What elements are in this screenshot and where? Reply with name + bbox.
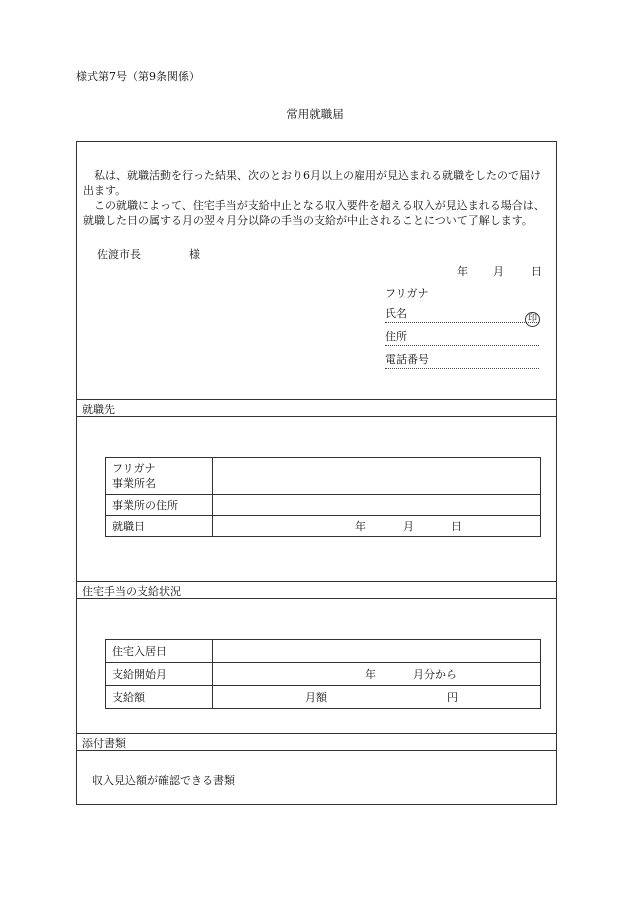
applicant-phone-field[interactable]	[385, 352, 539, 369]
declaration-month: 月	[493, 265, 504, 278]
start-date-day: 日	[451, 520, 462, 533]
housing-table	[105, 639, 541, 709]
start-date-month: 月	[403, 520, 414, 533]
move-in-date-label: 住宅入居日	[106, 640, 213, 663]
start-month-from: 月分から	[413, 668, 457, 681]
divider	[77, 598, 556, 599]
seal-mark: 印	[525, 312, 540, 327]
declaration-paragraph-2: この就職によって、住宅手当が支給中止となる収入要件を超える収入が見込まれる場合は、就職した日の属する月の翌々月分以降の手当の支給が中止されることについて了解します。	[83, 199, 545, 227]
attachment-item: 収入見込額が確認できる書類	[92, 774, 235, 787]
start-date-label: 就職日	[106, 516, 213, 537]
office-address-input[interactable]	[213, 495, 541, 516]
attachments-section-label: 添付書類	[82, 737, 126, 750]
applicant-furigana-label: フリガナ	[385, 287, 429, 300]
divider	[77, 399, 556, 400]
office-name-input[interactable]	[213, 458, 541, 495]
start-month-year: 年	[365, 668, 376, 681]
divider	[77, 750, 556, 751]
move-in-date-input[interactable]	[213, 640, 541, 663]
start-month-label: 支給開始月	[106, 663, 213, 686]
declaration-day: 日	[531, 265, 542, 278]
start-date-year: 年	[355, 520, 366, 533]
addressee: 佐渡市長	[97, 248, 141, 261]
office-name-label: 事業所名	[112, 477, 156, 490]
start-date-input[interactable]	[213, 516, 541, 537]
monthly-label: 月額	[305, 691, 327, 704]
employment-section-label: 就職先	[82, 403, 115, 416]
form-frame	[76, 141, 557, 805]
applicant-name-label: 氏名	[385, 307, 407, 320]
applicant-address-label: 住所	[385, 330, 407, 343]
yen-label: 円	[447, 691, 458, 704]
divider	[77, 733, 556, 734]
divider	[77, 416, 556, 417]
amount-input[interactable]	[213, 686, 541, 709]
divider	[77, 581, 556, 582]
amount-label: 支給額	[106, 686, 213, 709]
form-number: 様式第7号（第9条関係）	[76, 70, 200, 83]
office-address-label: 事業所の住所	[106, 495, 213, 516]
honorific: 様	[189, 248, 200, 261]
housing-section-label: 住宅手当の支給状況	[82, 585, 181, 598]
employment-table	[105, 457, 541, 537]
declaration-year: 年	[457, 265, 468, 278]
office-name-label-cell	[106, 458, 213, 495]
applicant-name-field[interactable]	[385, 306, 539, 323]
page-title: 常用就職届	[286, 107, 344, 121]
declaration-paragraph-1: 私は、就職活動を行った結果、次のとおり6月以上の雇用が見込まれる就職をしたので届け出ます。	[83, 169, 541, 197]
start-month-input[interactable]	[213, 663, 541, 686]
applicant-phone-label: 電話番号	[385, 353, 429, 366]
office-furigana-label: フリガナ	[112, 462, 156, 475]
applicant-address-field[interactable]	[385, 329, 539, 346]
